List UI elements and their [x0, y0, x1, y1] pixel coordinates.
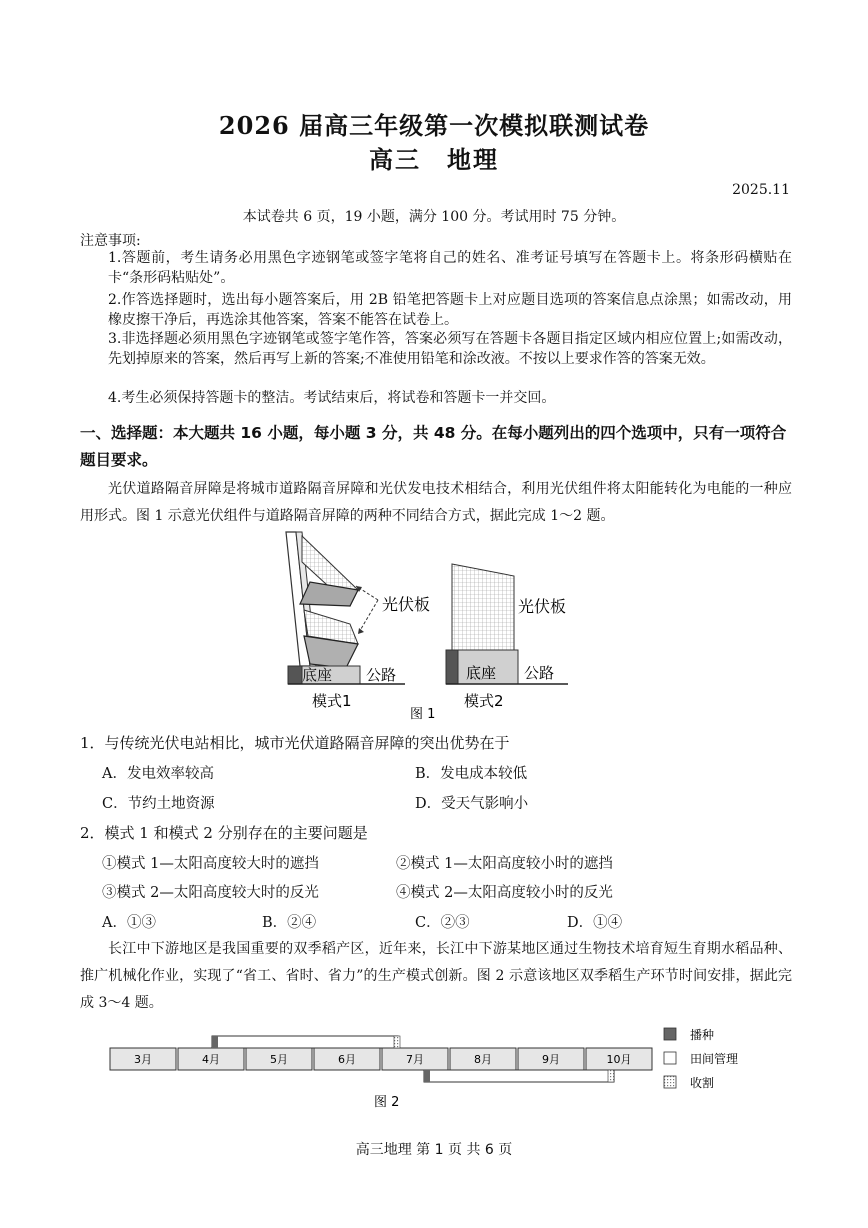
mode-2-base-label: 底座 [466, 664, 497, 682]
month-label: 6月 [338, 1053, 356, 1066]
mode-2-panel-label: 光伏板 [518, 597, 567, 616]
question-2-option-a: A．①③ [102, 915, 156, 931]
notice-heading: 注意事项: [80, 233, 141, 249]
mode-1-diagram [286, 532, 430, 710]
question-2-statement-3: ③模式 2—太阳高度较大时的反光 [102, 885, 319, 901]
notice-item-4: 4.考生必须保持答题卡的整洁。考试结束后，将试卷和答题卡一并交回。 [108, 390, 556, 406]
legend-sow-swatch [664, 1028, 676, 1040]
passage-2: 长江中下游地区是我国重要的双季稻产区，近年来，长江中下游某地区通过生物技术培育短生育期水稻品种、推广机械化作业，实现了“省工、省时、省力”的生产模式创新。图 2 示意该地区双季稻生产环节时间安排，据此完成 3～4 题。 [80, 941, 792, 1011]
month-label: 5月 [270, 1053, 288, 1066]
page-footer: 高三地理 第 1 页 共 6 页 [355, 1142, 513, 1158]
mode-1-panel-label: 光伏板 [382, 595, 431, 614]
question-2-statement-4: ④模式 2—太阳高度较小时的反光 [396, 885, 613, 901]
figure-2-caption: 图 2 [374, 1095, 400, 1110]
question-2-statement-1: ①模式 1—太阳高度较大时的遮挡 [102, 856, 319, 872]
month-label: 7月 [406, 1053, 424, 1066]
mode-1-road-label: 公路 [366, 666, 397, 684]
mode-1-label: 模式1 [312, 692, 352, 710]
passage-1: 光伏道路隔音屏障是将城市道路隔音屏障和光伏发电技术相结合，利用光伏组件将太阳能转化为电能的一种应用形式。图 1 示意光伏组件与道路隔音屏障的两种不同结合方式，据此完成 1～2 题。 [80, 481, 792, 524]
figure-2 [100, 1022, 760, 1114]
notice-item-3: 3.非选择题必须用黑色字迹钢笔或签字笔作答，答案必须写在答题卡各题目指定区域内相应位置上;如需改动，先划掉原来的答案，然后再写上新的答案;不准使用铅笔和涂改液。不按以上要求作答的答案无效。 [108, 331, 792, 367]
question-2-option-c: C．②③ [415, 915, 470, 931]
section-heading: 一、选择题：本大题共 16 小题，每小题 3 分，共 48 分。在每小题列出的四个选项中，只有一项符合题目要求。 [80, 424, 787, 469]
exam-intro: 本试卷共 6 页，19 小题，满分 100 分。考试用时 75 分钟。 [242, 209, 626, 225]
mode-1-base-label: 底座 [302, 666, 333, 684]
question-2-stem: 2．模式 1 和模式 2 分别存在的主要问题是 [80, 824, 368, 842]
exam-title: 2026 届高三年级第一次模拟联测试卷 [218, 111, 650, 140]
legend-harvest-swatch [664, 1076, 676, 1088]
question-2-option-b: B．②④ [262, 915, 317, 931]
early-rice-management-bar [212, 1036, 398, 1048]
late-rice-harvest-mark [608, 1070, 614, 1082]
month-label: 3月 [134, 1053, 152, 1066]
figure-1 [270, 526, 590, 726]
question-1-option-c: C．节约土地资源 [102, 796, 215, 812]
month-label: 9月 [542, 1053, 560, 1066]
early-rice-harvest-mark [394, 1036, 400, 1048]
mode-2-label: 模式2 [464, 692, 504, 710]
legend-sow-label: 播种 [690, 1028, 715, 1042]
legend-harvest-label: 收割 [690, 1076, 715, 1090]
exam-subtitle: 高三 地理 [369, 145, 499, 174]
legend-manage-label: 田间管理 [690, 1052, 739, 1066]
notice-item-2: 2.作答选择题时，选出每小题答案后，用 2B 铅笔把答题卡上对应题目选项的答案信息点涂黑；如需改动，用橡皮擦干净后，再选涂其他答案，答案不能答在试卷上。 [108, 292, 792, 328]
mode-2-road-label: 公路 [524, 664, 555, 682]
legend-manage-swatch [664, 1052, 676, 1064]
late-rice-sowing-mark [424, 1070, 430, 1082]
month-label: 8月 [474, 1053, 492, 1066]
month-timeline [110, 1048, 652, 1070]
question-1-stem: 1．与传统光伏电站相比，城市光伏道路隔音屏障的突出优势在于 [80, 734, 510, 752]
figure-1-caption: 图 1 [410, 707, 436, 722]
figure-2-legend [664, 1027, 738, 1090]
month-label: 10月 [606, 1053, 632, 1066]
question-1-option-a: A．发电效率较高 [102, 766, 214, 782]
notice-item-1: 1.答题前，考生请务必用黑色字迹钢笔或签字笔将自己的姓名、准考证号填写在答题卡上。将条形码横贴在卡“条形码粘贴处”。 [108, 250, 792, 286]
mode-2-diagram [446, 564, 568, 710]
question-1-option-b: B．发电成本较低 [415, 766, 528, 782]
early-rice-sowing-mark [212, 1036, 218, 1048]
question-2-statement-2: ②模式 1—太阳高度较小时的遮挡 [396, 856, 613, 872]
question-1-option-d: D．受天气影响小 [415, 796, 529, 812]
question-2-option-d: D．①④ [567, 915, 623, 931]
month-label: 4月 [202, 1053, 220, 1066]
late-rice-management-bar [424, 1070, 614, 1082]
exam-date: 2025.11 [732, 182, 790, 198]
